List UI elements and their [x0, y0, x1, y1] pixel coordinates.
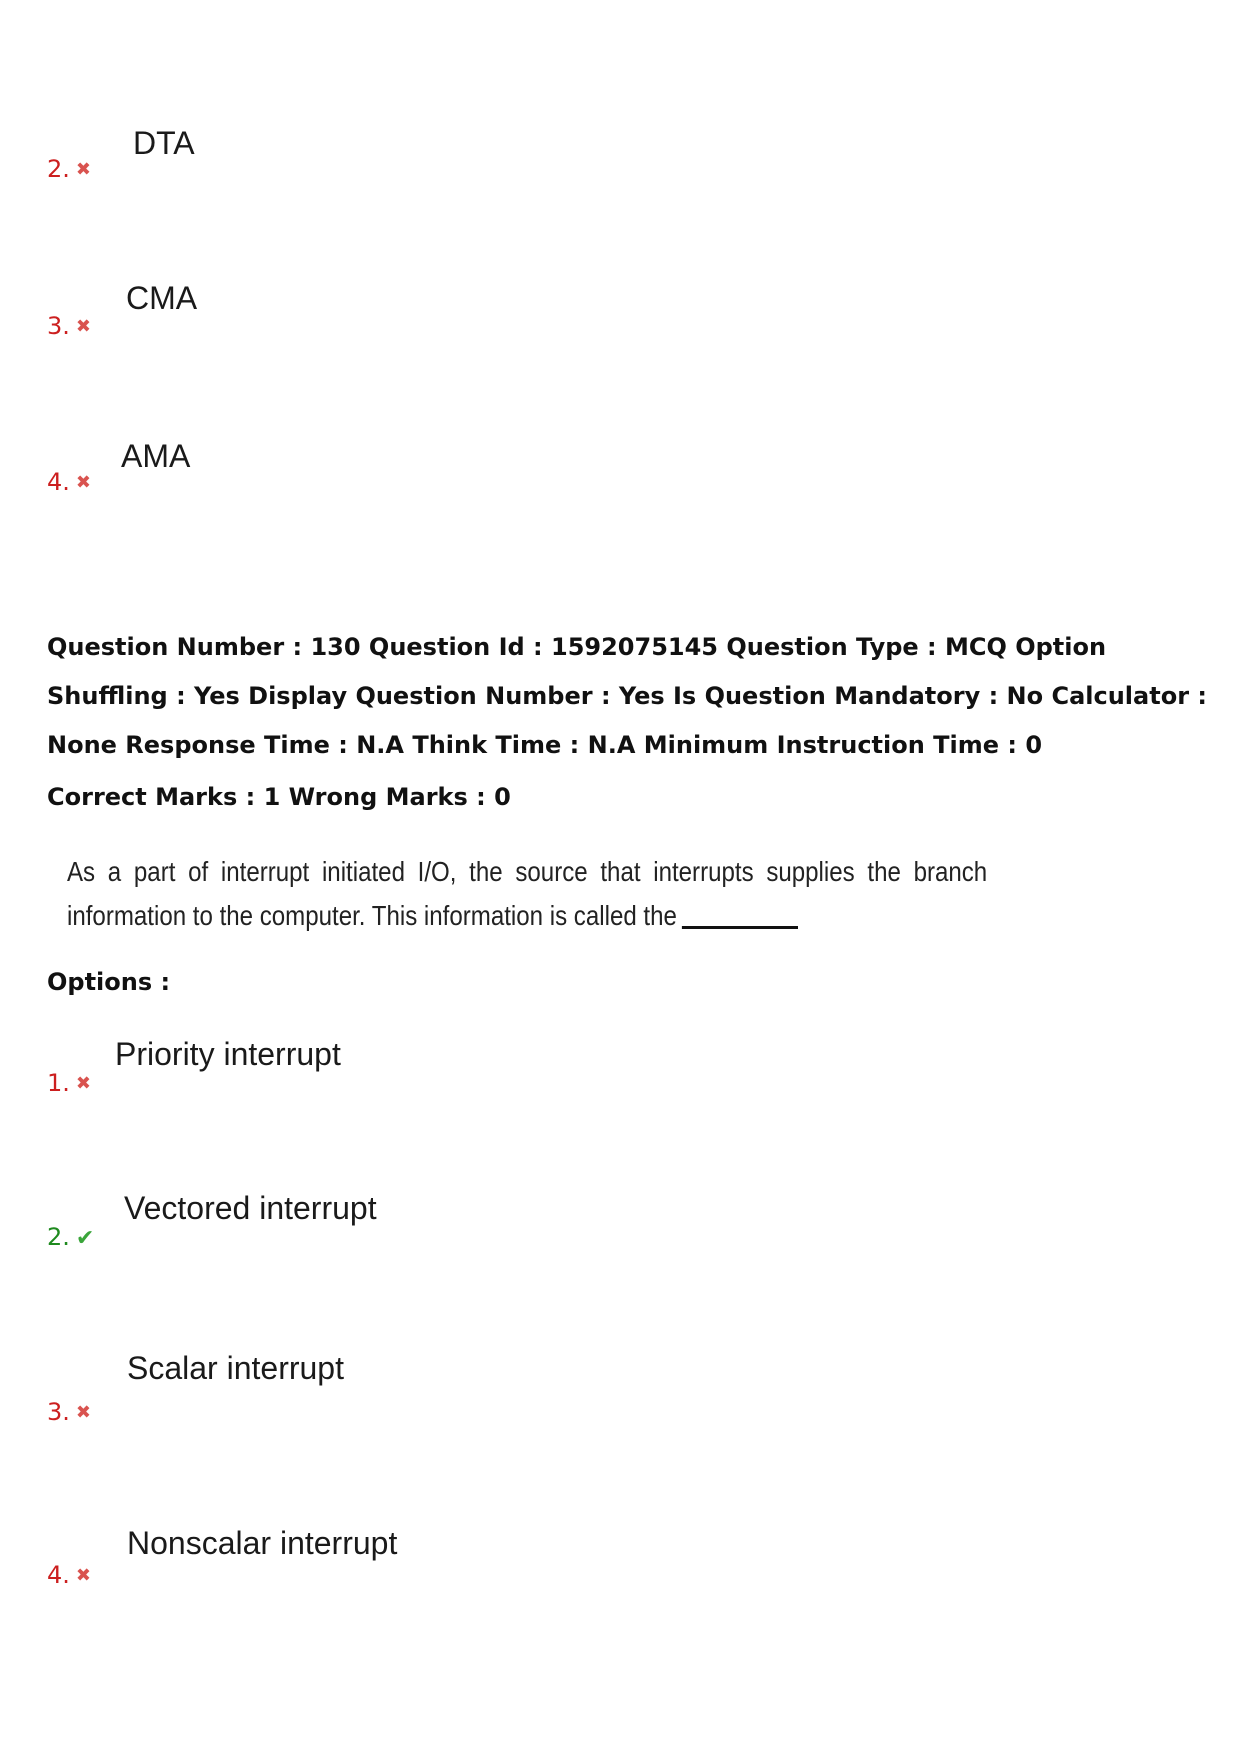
cross-icon: ✖ [75, 1073, 91, 1094]
cross-icon: ✖ [75, 472, 91, 493]
option-text: Vectored interrupt [124, 1190, 377, 1226]
option-number: 4. ✖ [47, 1561, 91, 1589]
option-text: Nonscalar interrupt [127, 1525, 398, 1561]
cross-icon: ✖ [75, 1565, 91, 1586]
option-text: DTA [133, 125, 195, 161]
option-number: 2. ✖ [47, 155, 91, 183]
option-number: 3. ✖ [47, 312, 91, 340]
option-number: 1. ✖ [47, 1069, 91, 1097]
question-meta: Question Number : 130 Question Id : 1592075145 Question Type : MCQ Option Shuffling : Yes Display Question Number : Yes Is Question Mandatory : No Calculator : None Response Time : N.A Think Time : N.A Minimum Instruction Time : 0 [47, 633, 1207, 759]
option-text: CMA [126, 280, 198, 316]
question-marks: Correct Marks : 1 Wrong Marks : 0 [47, 783, 511, 811]
option-number: 3. ✖ [47, 1398, 91, 1426]
check-icon: ✔ [75, 1226, 95, 1251]
cross-icon: ✖ [75, 316, 91, 337]
question-text [67, 850, 988, 938]
option-number: 4. ✖ [47, 468, 91, 496]
option-text: Scalar interrupt [127, 1350, 344, 1386]
option-text: AMA [121, 438, 191, 474]
cross-icon: ✖ [75, 1402, 91, 1423]
question-text-line-1: As a part of interrupt initiated I/O, the source that interrupts supplies the branch [67, 856, 988, 887]
option-number: 2. ✔ [47, 1223, 95, 1251]
answer-blank [682, 898, 798, 929]
question-text-line-2: information to the computer. This information is called the [67, 900, 677, 931]
cross-icon: ✖ [75, 159, 91, 180]
option-text: Priority interrupt [115, 1036, 341, 1072]
options-label: Options : [47, 968, 171, 996]
